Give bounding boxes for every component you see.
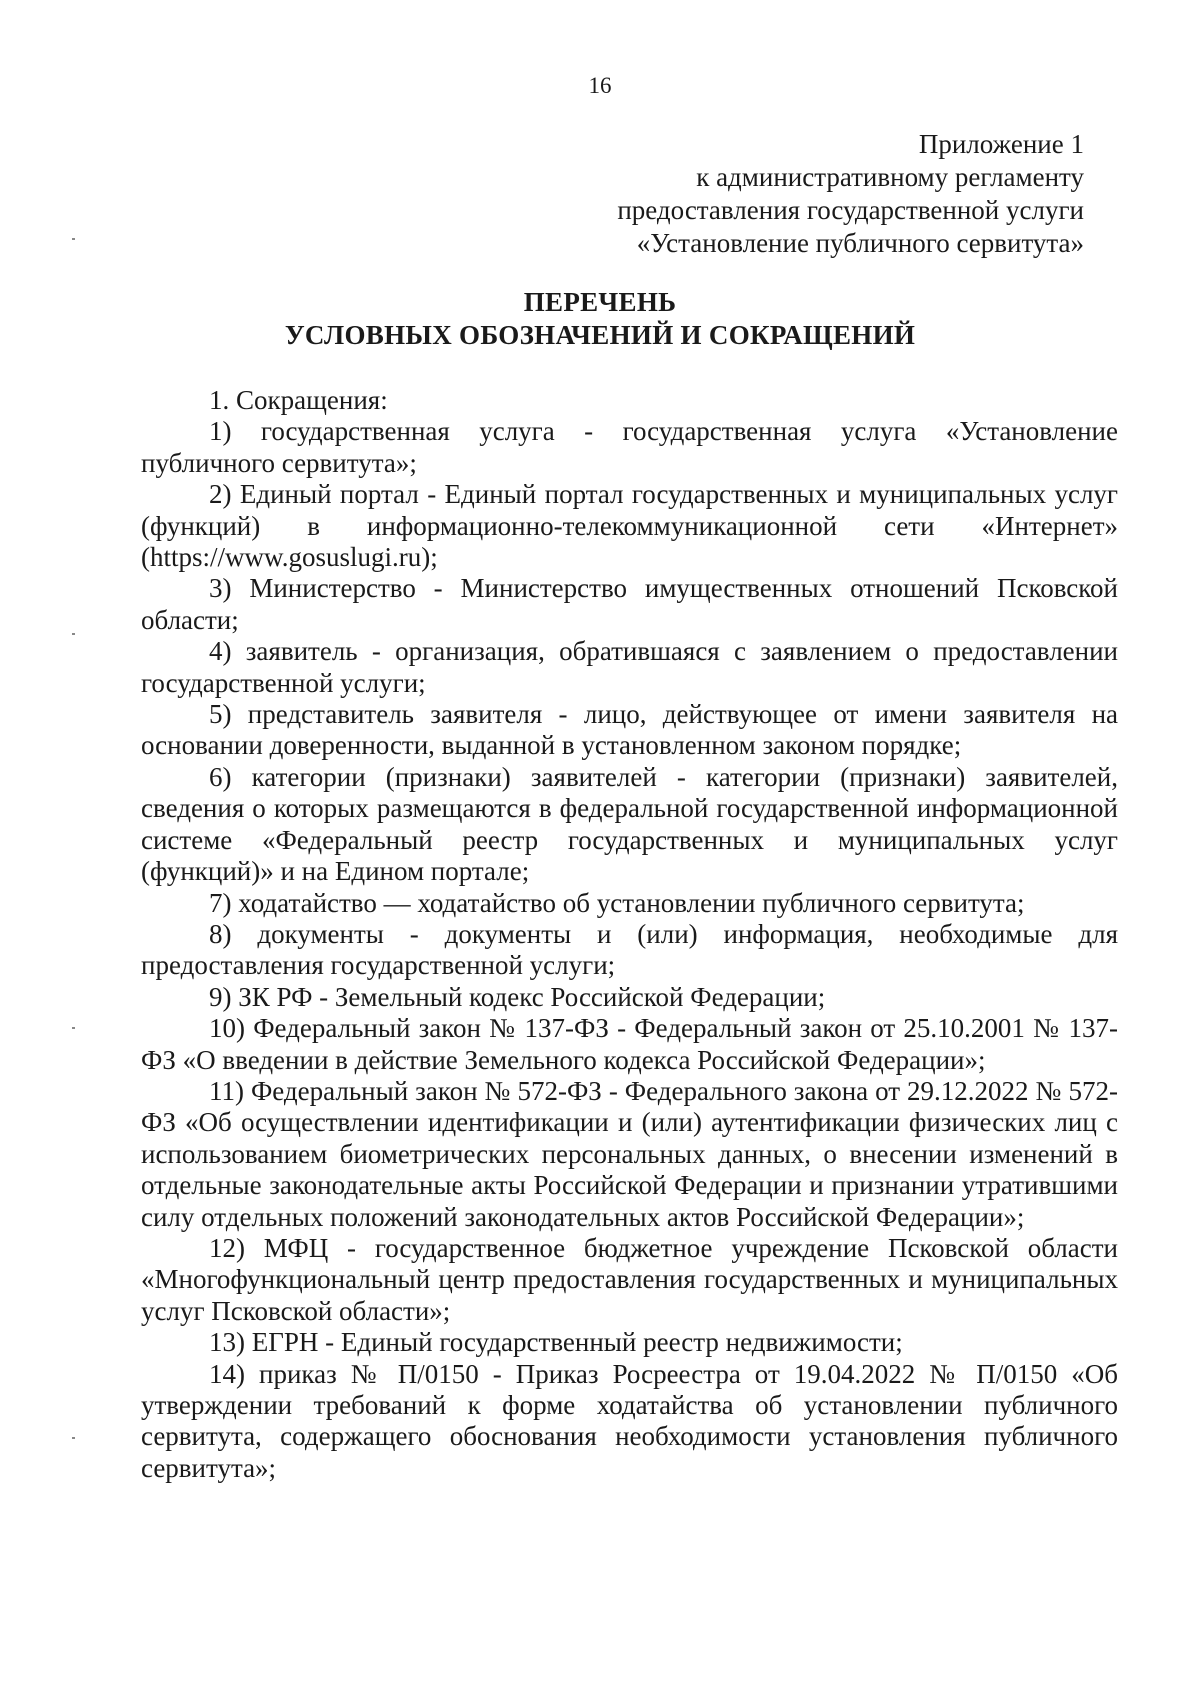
- appendix-line-3: предоставления государственной услуги: [617, 195, 1084, 225]
- appendix-line-1: Приложение 1: [918, 129, 1084, 159]
- list-item: 6) категории (признаки) заявителей - категории (признаки) заявителей, сведения о которых размещаются в федеральной государственной информационной системе «Федеральный реестр государственных и муниципальных услуг (функций)» и на Едином портале;: [141, 761, 1118, 887]
- document-title: [0, 286, 1200, 352]
- list-item: 1) государственная услуга - государственная услуга «Установление публичного сервитута»;: [141, 416, 1118, 478]
- appendix-header: [617, 128, 1084, 260]
- list-item: 5) представитель заявителя - лицо, действующее от имени заявителя на основании доверенности, выданной в установленном законом порядке;: [141, 699, 1118, 761]
- list-item: 12) МФЦ - государственное бюджетное учреждение Псковской области «Многофункциональный центр предоставления государственных и муниципальных услуг Псковской области»;: [141, 1232, 1118, 1326]
- title-line-2: УСЛОВНЫХ ОБОЗНАЧЕНИЙ И СОКРАЩЕНИЙ: [284, 320, 916, 350]
- scan-mark: [72, 1437, 75, 1439]
- section-heading: 1. Сокращения:: [209, 385, 388, 415]
- list-item: 4) заявитель - организация, обратившаяся с заявлением о предоставлении государственной услуги;: [141, 636, 1118, 698]
- scan-mark: [72, 238, 75, 240]
- appendix-line-2: к административному регламенту: [696, 162, 1084, 192]
- list-item: 14) приказ № П/0150 - Приказ Росреестра от 19.04.2022 № П/0150 «Об утверждении требований к форме ходатайства об установлении публичного сервитута, содержащего обоснования необходимости установления публичного сервитута»;: [141, 1358, 1118, 1483]
- list-item: 8) документы - документы и (или) информация, необходимые для предоставления государственной услуги;: [141, 918, 1118, 981]
- appendix-line-4: «Установление публичного сервитута»: [636, 228, 1084, 258]
- title-line-1: ПЕРЕЧЕНЬ: [523, 287, 677, 317]
- list-item: 2) Единый портал - Единый портал государственных и муниципальных услуг (функций) в информационно-телекоммуникационной сети «Интернет» (https://www.gosuslugi.ru);: [141, 479, 1118, 573]
- scan-mark: [72, 1027, 75, 1029]
- list-item: 13) ЕГРН - Единый государственный реестр недвижимости;: [209, 1327, 903, 1358]
- list-item: 11) Федеральный закон № 572-ФЗ - Федерального закона от 29.12.2022 № 572-ФЗ «Об осуществлении идентификации и (или) аутентификации физических лиц с использованием биометрических персональных данных, о внесении изменений в отдельные законодательные акты Российской Федерации и признании утратившими силу отдельных положений законодательных актов Российской Федерации»;: [141, 1075, 1118, 1232]
- list-item: 10) Федеральный закон № 137-ФЗ - Федеральный закон от 25.10.2001 № 137-ФЗ «О введении в действие Земельного кодекса Российской Федерации»;: [141, 1013, 1118, 1075]
- document-body: [141, 385, 1118, 1484]
- list-item: 7) ходатайство — ходатайство об установлении публичного сервитута;: [209, 887, 1025, 918]
- list-item: 3) Министерство - Министерство имущественных отношений Псковской области;: [141, 573, 1118, 635]
- list-item: 9) ЗК РФ - Земельный кодекс Российской Федерации;: [209, 981, 826, 1012]
- scan-mark: [72, 633, 75, 635]
- page-number: 16: [588, 73, 612, 98]
